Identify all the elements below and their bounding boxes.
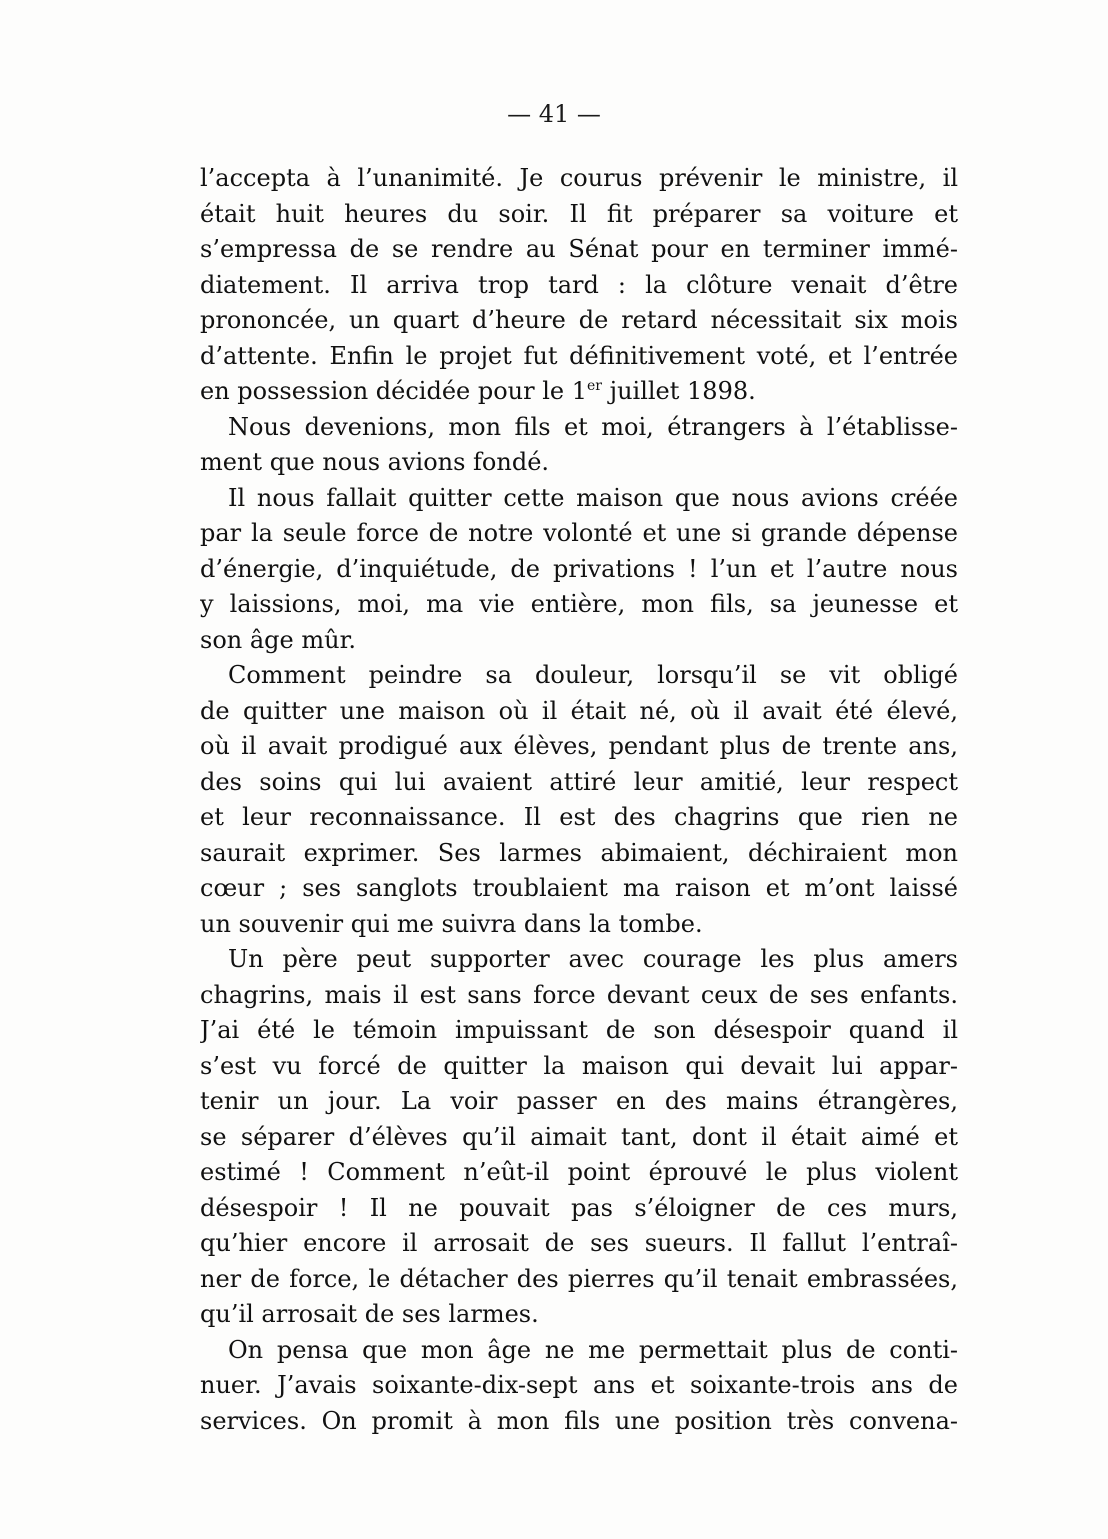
text-line: cœur ; ses sanglots troublaient ma raison et m’ont laissé [200,874,958,902]
text-line: un souvenir qui me suivra dans la tombe. [200,909,703,938]
text-line: et leur reconnaissance. Il est des chagrins que rien ne [200,803,958,831]
text-line: désespoir ! Il ne pouvait pas s’éloigner de ces murs, [200,1193,958,1222]
text-line [200,374,958,410]
text-line: saurait exprimer. Ses larmes abimaient, déchiraient mon [200,838,958,867]
text-line: chagrins, mais il est sans force devant ceux de ses enfants. [200,980,958,1009]
text-line: s’est vu forcé de quitter la maison qui devait lui appar- [200,1051,958,1080]
text-line: J’ai été le témoin impuissant de son désespoir quand il [200,1016,958,1044]
text-line: était huit heures du soir. Il fit préparer sa voiture et [200,199,958,228]
paragraph-2 [200,410,958,481]
paragraph-4 [200,658,958,942]
text-line: nuer. J’avais soixante-dix-sept ans et soixante-trois ans de [200,1371,958,1399]
text-line: de quitter une maison où il était né, où il avait été élevé, [200,696,958,725]
text-line: diatement. Il arriva trop tard : la clôture venait d’être [200,270,958,299]
text-line: tenir un jour. La voir passer en des mains étrangères, [200,1087,958,1115]
text-line: ner de force, le détacher des pierres qu’il tenait embrassées, [200,1264,958,1293]
paragraph-5 [200,942,958,1333]
text-line: prononcée, un quart d’heure de retard nécessitait six mois [200,306,958,334]
text-run: en possession décidée pour le 1 [200,377,588,405]
text-line: services. On promit à mon fils une position très convena- [200,1406,958,1435]
text-line: ment que nous avions fondé. [200,448,550,476]
text-run: juillet 1898. [602,377,756,405]
text-line: qu’il arrosait de ses larmes. [200,1300,539,1328]
text-line: qu’hier encore il arrosait de ses sueurs. Il fallut l’entraî- [200,1229,958,1257]
text-line: s’empressa de se rendre au Sénat pour en terminer immé- [200,235,958,263]
superscript: er [587,378,602,394]
text-line: Un père peut supporter avec courage les plus amers [228,945,958,973]
text-line: d’énergie, d’inquiétude, de privations ! l’un et l’autre nous [200,554,958,583]
text-line: Comment peindre sa douleur, lorsqu’il se vit obligé [228,661,958,689]
text-line: y laissions, moi, ma vie entière, mon fils, sa jeunesse et [200,590,958,618]
text-line: Il nous fallait quitter cette maison que nous avions créée [228,483,958,512]
text-line: l’accepta à l’unanimité. Je courus prévenir le ministre, il [200,164,958,192]
text-line: Nous devenions, mon fils et moi, étrangers à l’établisse- [228,412,958,441]
paragraph-1 [200,161,958,410]
text-line: d’attente. Enfin le projet fut définitivement voté, et l’entrée [200,341,958,370]
body-text [200,161,958,1439]
text-line: des soins qui lui avaient attiré leur amitié, leur respect [200,767,958,796]
text-line: par la seule force de notre volonté et une si grande dépense [200,519,958,547]
page-number: — 41 — [507,100,601,128]
text-line: On pensa que mon âge ne me permettait plus de conti- [228,1335,958,1364]
paragraph-3 [200,481,958,659]
text-line: se séparer d’élèves qu’il aimait tant, dont il était aimé et [200,1122,958,1151]
text-line: estimé ! Comment n’eût-il point éprouvé le plus violent [200,1158,958,1186]
text-line: où il avait prodigué aux élèves, pendant plus de trente ans, [200,732,958,760]
paragraph-6 [200,1333,958,1440]
text-line: son âge mûr. [200,625,357,654]
